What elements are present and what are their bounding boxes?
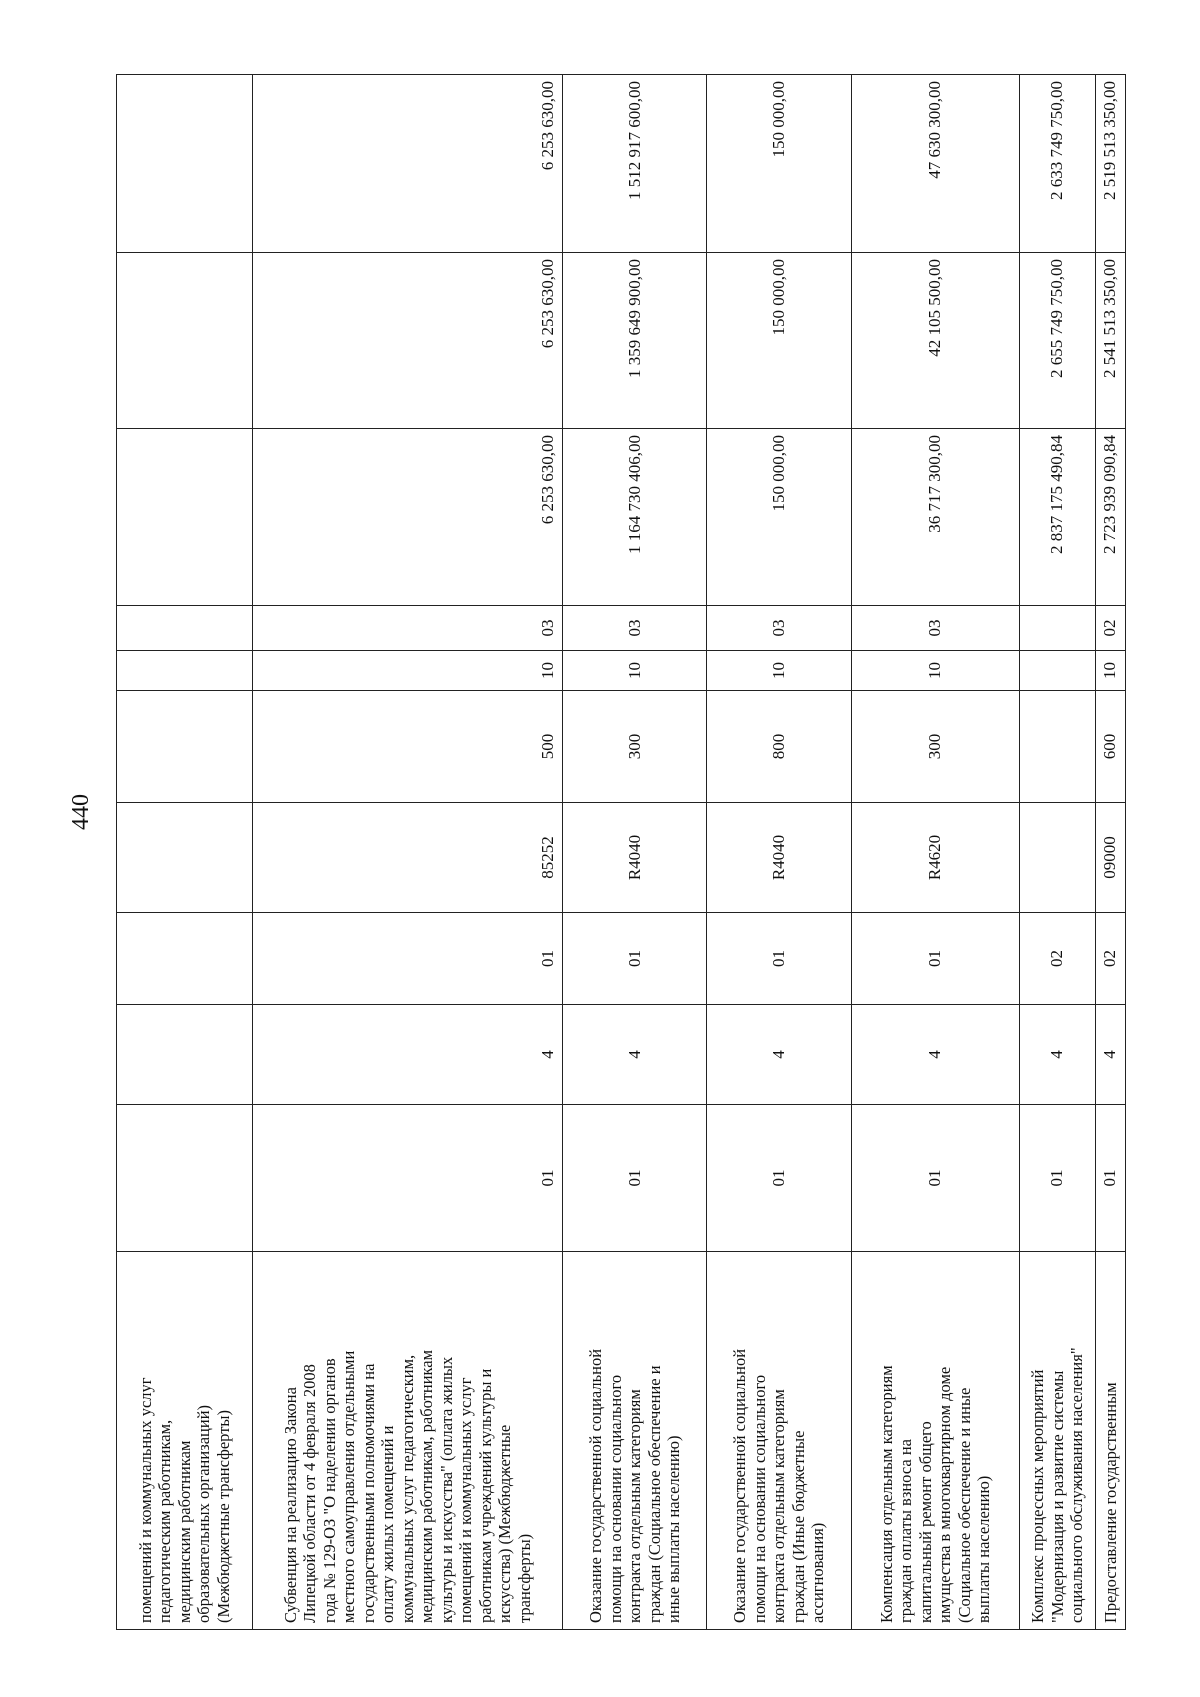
rotated-page-content [116, 75, 1126, 1630]
expense-item-name: Компенсация отдельным категориям граждан оплаты взноса на капитальный ремонт общего имущества в многоквартирном доме (Социальное обеспечение и иные выплаты населению) [851, 1252, 1019, 1630]
amount-year-3-cell: 2 519 513 350,00 [1095, 75, 1125, 253]
amount-year-1-cell: 1 164 730 406,00 [563, 429, 707, 606]
program-code-cell: 01 [851, 1105, 1019, 1252]
amount-year-3-cell: 6 253 630,00 [252, 75, 563, 253]
expense-type-cell [117, 691, 253, 803]
table-row [117, 75, 253, 1630]
amount-year-1-cell: 2 837 175 490,84 [1019, 429, 1095, 606]
table-row [707, 75, 851, 1630]
direction-code-cell [117, 803, 253, 913]
event-code-cell: 01 [851, 913, 1019, 1005]
subsection-code-cell [117, 606, 253, 651]
section-code-cell: 10 [1095, 651, 1125, 691]
budget-table [116, 74, 1126, 1630]
subprogram-code-cell: 4 [563, 1005, 707, 1105]
expense-item-name: Комплекс процессных мероприятий "Модернизация и развитие системы социального обслуживания населения" [1019, 1252, 1095, 1630]
expense-type-cell [1019, 691, 1095, 803]
amount-year-2-cell: 6 253 630,00 [252, 253, 563, 429]
event-code-cell: 01 [252, 913, 563, 1005]
event-code-cell: 01 [707, 913, 851, 1005]
amount-year-3-cell [117, 75, 253, 253]
amount-year-2-cell: 2 655 749 750,00 [1019, 253, 1095, 429]
amount-year-3-cell: 47 630 300,00 [851, 75, 1019, 253]
section-code-cell: 10 [252, 651, 563, 691]
subsection-code-cell: 02 [1095, 606, 1125, 651]
section-code-cell [1019, 651, 1095, 691]
program-code-cell: 01 [563, 1105, 707, 1252]
subprogram-code-cell: 4 [1019, 1005, 1095, 1105]
expense-type-cell: 800 [707, 691, 851, 803]
table-row [252, 75, 563, 1630]
subsection-code-cell: 03 [851, 606, 1019, 651]
section-code-cell: 10 [707, 651, 851, 691]
amount-year-2-cell: 150 000,00 [707, 253, 851, 429]
subprogram-code-cell: 4 [707, 1005, 851, 1105]
amount-year-3-cell: 150 000,00 [707, 75, 851, 253]
program-code-cell: 01 [1019, 1105, 1095, 1252]
expense-type-cell: 500 [252, 691, 563, 803]
program-code-cell: 01 [1095, 1105, 1125, 1252]
subprogram-code-cell: 4 [252, 1005, 563, 1105]
event-code-cell: 01 [563, 913, 707, 1005]
section-code-cell [117, 651, 253, 691]
expense-type-cell: 600 [1095, 691, 1125, 803]
subsection-code-cell [1019, 606, 1095, 651]
table-row [563, 75, 707, 1630]
amount-year-1-cell: 6 253 630,00 [252, 429, 563, 606]
subsection-code-cell: 03 [707, 606, 851, 651]
program-code-cell: 01 [252, 1105, 563, 1252]
amount-year-2-cell [117, 253, 253, 429]
program-code-cell: 01 [707, 1105, 851, 1252]
subsection-code-cell: 03 [563, 606, 707, 651]
amount-year-1-cell: 2 723 939 090,84 [1095, 429, 1125, 606]
expense-item-name: Оказание государственной социальной помощи на основании социального контракта отдельным категориям граждан (Иные бюджетные ассигнования) [707, 1252, 851, 1630]
direction-code-cell: 09000 [1095, 803, 1125, 913]
event-code-cell: 02 [1095, 913, 1125, 1005]
subprogram-code-cell: 4 [851, 1005, 1019, 1105]
event-code-cell [117, 913, 253, 1005]
amount-year-2-cell: 42 105 500,00 [851, 253, 1019, 429]
expense-item-name: Оказание государственной социальной помощи на основании социального контракта отдельным категориям граждан (Социальное обеспечение и иные выплаты населению) [563, 1252, 707, 1630]
amount-year-2-cell: 2 541 513 350,00 [1095, 253, 1125, 429]
subprogram-code-cell: 4 [1095, 1005, 1125, 1105]
expense-type-cell: 300 [851, 691, 1019, 803]
expense-item-name: помещений и коммунальных услуг педагогическим работникам, медицинским работникам образовательных организаций) (Межбюджетные трансферты) [117, 1252, 253, 1630]
amount-year-3-cell: 2 633 749 750,00 [1019, 75, 1095, 253]
table-row [1019, 75, 1095, 1630]
direction-code-cell: 85252 [252, 803, 563, 913]
subprogram-code-cell [117, 1005, 253, 1105]
direction-code-cell [1019, 803, 1095, 913]
program-code-cell [117, 1105, 253, 1252]
amount-year-1-cell [117, 429, 253, 606]
section-code-cell: 10 [851, 651, 1019, 691]
table-row [851, 75, 1019, 1630]
expense-item-name: Субвенция на реализацию Закона Липецкой области от 4 февраля 2008 года № 129-ОЗ "О наделении органов местного самоуправления отдельными государственными полномочиями на оплату жилых помещений и коммунальных услуг педагогическим, медицинским работникам, работникам культуры и искусства" (оплата жилых помещений и коммунальных услуг работникам учреждений культуры и искусства) (Межбюджетные трансферты) [252, 1252, 563, 1630]
amount-year-3-cell: 1 512 917 600,00 [563, 75, 707, 253]
expense-type-cell: 300 [563, 691, 707, 803]
expense-item-name: Предоставление государственным [1095, 1252, 1125, 1630]
page-number: 440 [68, 794, 94, 830]
direction-code-cell: R4040 [563, 803, 707, 913]
amount-year-1-cell: 36 717 300,00 [851, 429, 1019, 606]
table-row [1095, 75, 1125, 1630]
subsection-code-cell: 03 [252, 606, 563, 651]
event-code-cell: 02 [1019, 913, 1095, 1005]
amount-year-2-cell: 1 359 649 900,00 [563, 253, 707, 429]
direction-code-cell: R4040 [707, 803, 851, 913]
amount-year-1-cell: 150 000,00 [707, 429, 851, 606]
section-code-cell: 10 [563, 651, 707, 691]
direction-code-cell: R4620 [851, 803, 1019, 913]
